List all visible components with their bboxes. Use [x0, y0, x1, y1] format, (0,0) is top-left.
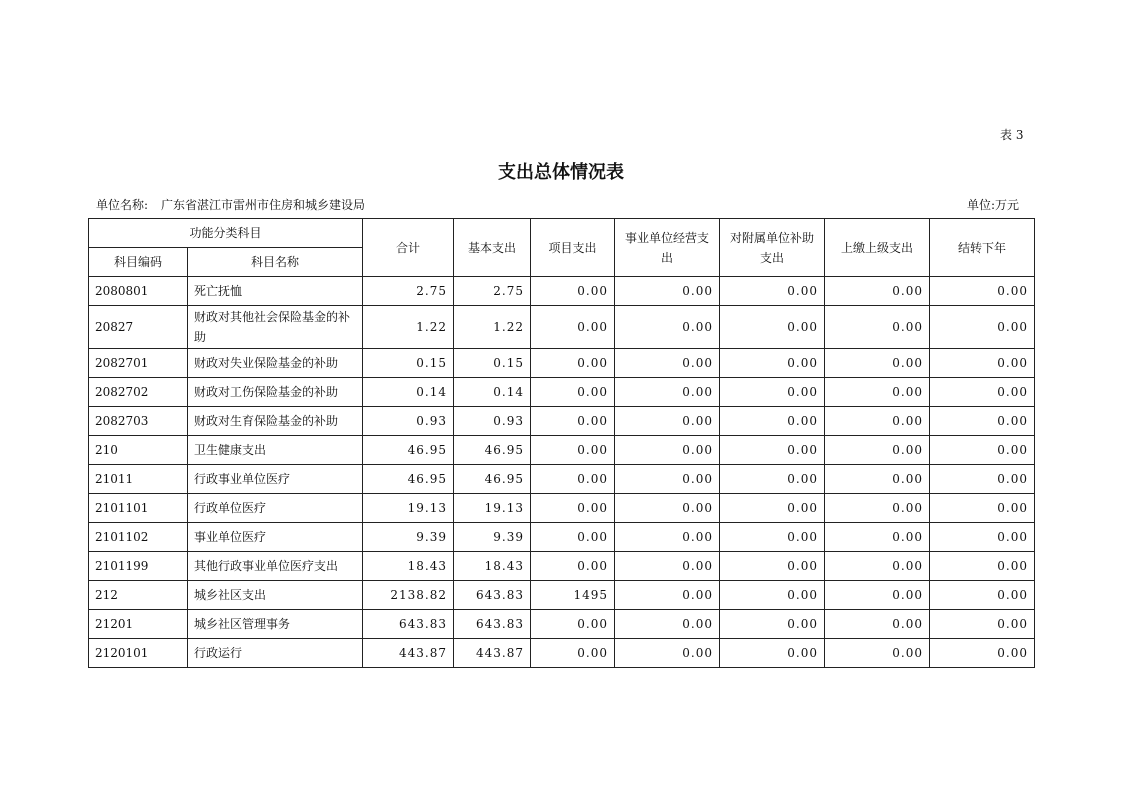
cell-basic: 443.87: [454, 639, 531, 668]
cell-name: 卫生健康支出: [188, 436, 363, 465]
cell-project: 0.00: [531, 378, 615, 407]
cell-upper: 0.00: [825, 277, 930, 306]
cell-business: 0.00: [615, 610, 720, 639]
cell-code: 212: [89, 581, 188, 610]
cell-subsidy: 0.00: [720, 465, 825, 494]
cell-business: 0.00: [615, 306, 720, 349]
cell-carry: 0.00: [930, 306, 1035, 349]
cell-business: 0.00: [615, 552, 720, 581]
currency-unit-label: 单位:万元: [967, 198, 1020, 212]
cell-subsidy: 0.00: [720, 436, 825, 465]
cell-basic: 1.22: [454, 306, 531, 349]
cell-code: 2082701: [89, 349, 188, 378]
cell-subsidy: 0.00: [720, 349, 825, 378]
cell-business: 0.00: [615, 349, 720, 378]
cell-business: 0.00: [615, 581, 720, 610]
cell-upper: 0.00: [825, 436, 930, 465]
cell-upper: 0.00: [825, 306, 930, 349]
cell-total: 1.22: [363, 306, 454, 349]
cell-project: 0.00: [531, 349, 615, 378]
cell-business: 0.00: [615, 378, 720, 407]
cell-upper: 0.00: [825, 581, 930, 610]
cell-project: 0.00: [531, 277, 615, 306]
cell-basic: 0.15: [454, 349, 531, 378]
header-basic: 基本支出: [454, 219, 531, 277]
table-row: [89, 610, 1035, 639]
cell-subsidy: 0.00: [720, 494, 825, 523]
cell-carry: 0.00: [930, 436, 1035, 465]
page-title: 支出总体情况表: [498, 162, 624, 183]
cell-basic: 18.43: [454, 552, 531, 581]
cell-code: 2082703: [89, 407, 188, 436]
table-row: [89, 277, 1035, 306]
cell-name: 行政运行: [188, 639, 363, 668]
cell-total: 0.93: [363, 407, 454, 436]
cell-business: 0.00: [615, 436, 720, 465]
cell-name: 事业单位医疗: [188, 523, 363, 552]
cell-subsidy: 0.00: [720, 306, 825, 349]
cell-upper: 0.00: [825, 552, 930, 581]
cell-upper: 0.00: [825, 610, 930, 639]
cell-project: 1495: [531, 581, 615, 610]
cell-upper: 0.00: [825, 378, 930, 407]
cell-subsidy: 0.00: [720, 378, 825, 407]
cell-name: 财政对失业保险基金的补助: [188, 349, 363, 378]
cell-name: 财政对生育保险基金的补助: [188, 407, 363, 436]
cell-code: 2082702: [89, 378, 188, 407]
cell-code: 20827: [89, 306, 188, 349]
unit-name-label: 单位名称:: [96, 198, 149, 212]
cell-business: 0.00: [615, 494, 720, 523]
cell-business: 0.00: [615, 277, 720, 306]
cell-project: 0.00: [531, 523, 615, 552]
cell-subsidy: 0.00: [720, 407, 825, 436]
cell-project: 0.00: [531, 552, 615, 581]
table-row: [89, 436, 1035, 465]
cell-name: 城乡社区支出: [188, 581, 363, 610]
table-row: [89, 407, 1035, 436]
cell-upper: 0.00: [825, 523, 930, 552]
cell-code: 2101102: [89, 523, 188, 552]
cell-project: 0.00: [531, 494, 615, 523]
header-project: 项目支出: [531, 219, 615, 277]
table-row: [89, 639, 1035, 668]
cell-project: 0.00: [531, 610, 615, 639]
cell-subsidy: 0.00: [720, 277, 825, 306]
cell-project: 0.00: [531, 436, 615, 465]
cell-total: 19.13: [363, 494, 454, 523]
table-row: [89, 378, 1035, 407]
cell-total: 2.75: [363, 277, 454, 306]
cell-project: 0.00: [531, 465, 615, 494]
cell-total: 0.15: [363, 349, 454, 378]
cell-carry: 0.00: [930, 610, 1035, 639]
table-number: 表 3: [1000, 128, 1024, 142]
unit-name-value: 广东省湛江市雷州市住房和城乡建设局: [161, 198, 366, 212]
cell-subsidy: 0.00: [720, 610, 825, 639]
cell-code: 2080801: [89, 277, 188, 306]
cell-basic: 0.93: [454, 407, 531, 436]
cell-carry: 0.00: [930, 465, 1035, 494]
cell-business: 0.00: [615, 639, 720, 668]
table-row: [89, 465, 1035, 494]
cell-business: 0.00: [615, 523, 720, 552]
cell-total: 9.39: [363, 523, 454, 552]
cell-name: 城乡社区管理事务: [188, 610, 363, 639]
cell-carry: 0.00: [930, 523, 1035, 552]
cell-total: 443.87: [363, 639, 454, 668]
cell-upper: 0.00: [825, 494, 930, 523]
cell-subsidy: 0.00: [720, 639, 825, 668]
table-row: [89, 552, 1035, 581]
cell-carry: 0.00: [930, 494, 1035, 523]
cell-code: 21201: [89, 610, 188, 639]
cell-carry: 0.00: [930, 581, 1035, 610]
cell-basic: 19.13: [454, 494, 531, 523]
cell-project: 0.00: [531, 639, 615, 668]
cell-subsidy: 0.00: [720, 581, 825, 610]
cell-subsidy: 0.00: [720, 523, 825, 552]
cell-code: 2101199: [89, 552, 188, 581]
cell-name: 行政事业单位医疗: [188, 465, 363, 494]
cell-upper: 0.00: [825, 465, 930, 494]
cell-carry: 0.00: [930, 277, 1035, 306]
cell-project: 0.00: [531, 306, 615, 349]
table-row: [89, 581, 1035, 610]
table-row: [89, 306, 1035, 349]
cell-name: 死亡抚恤: [188, 277, 363, 306]
table-row: [89, 523, 1035, 552]
header-name: 科目名称: [188, 248, 363, 277]
cell-upper: 0.00: [825, 407, 930, 436]
cell-total: 2138.82: [363, 581, 454, 610]
header-subsidy: 对附属单位补助支出: [720, 219, 825, 277]
cell-total: 46.95: [363, 436, 454, 465]
header-upper: 上缴上级支出: [825, 219, 930, 277]
cell-upper: 0.00: [825, 639, 930, 668]
cell-upper: 0.00: [825, 349, 930, 378]
cell-code: 21011: [89, 465, 188, 494]
cell-business: 0.00: [615, 407, 720, 436]
cell-total: 18.43: [363, 552, 454, 581]
header-carry: 结转下年: [930, 219, 1035, 277]
cell-name: 行政单位医疗: [188, 494, 363, 523]
cell-business: 0.00: [615, 465, 720, 494]
cell-basic: 643.83: [454, 610, 531, 639]
cell-carry: 0.00: [930, 639, 1035, 668]
cell-basic: 2.75: [454, 277, 531, 306]
header-total: 合计: [363, 219, 454, 277]
header-business: 事业单位经营支出: [615, 219, 720, 277]
cell-carry: 0.00: [930, 349, 1035, 378]
table-row: [89, 349, 1035, 378]
cell-code: 210: [89, 436, 188, 465]
cell-total: 46.95: [363, 465, 454, 494]
cell-total: 643.83: [363, 610, 454, 639]
header-code: 科目编码: [89, 248, 188, 277]
cell-subsidy: 0.00: [720, 552, 825, 581]
cell-code: 2101101: [89, 494, 188, 523]
cell-total: 0.14: [363, 378, 454, 407]
header-function-category: 功能分类科目: [89, 219, 363, 248]
cell-project: 0.00: [531, 407, 615, 436]
cell-basic: 643.83: [454, 581, 531, 610]
cell-carry: 0.00: [930, 407, 1035, 436]
cell-name: 其他行政事业单位医疗支出: [188, 552, 363, 581]
cell-carry: 0.00: [930, 552, 1035, 581]
cell-carry: 0.00: [930, 378, 1035, 407]
cell-basic: 0.14: [454, 378, 531, 407]
expense-table: [88, 218, 1035, 668]
cell-name: 财政对其他社会保险基金的补助: [188, 306, 363, 349]
cell-basic: 46.95: [454, 465, 531, 494]
table-row: [89, 494, 1035, 523]
cell-code: 2120101: [89, 639, 188, 668]
cell-basic: 9.39: [454, 523, 531, 552]
cell-name: 财政对工伤保险基金的补助: [188, 378, 363, 407]
cell-basic: 46.95: [454, 436, 531, 465]
